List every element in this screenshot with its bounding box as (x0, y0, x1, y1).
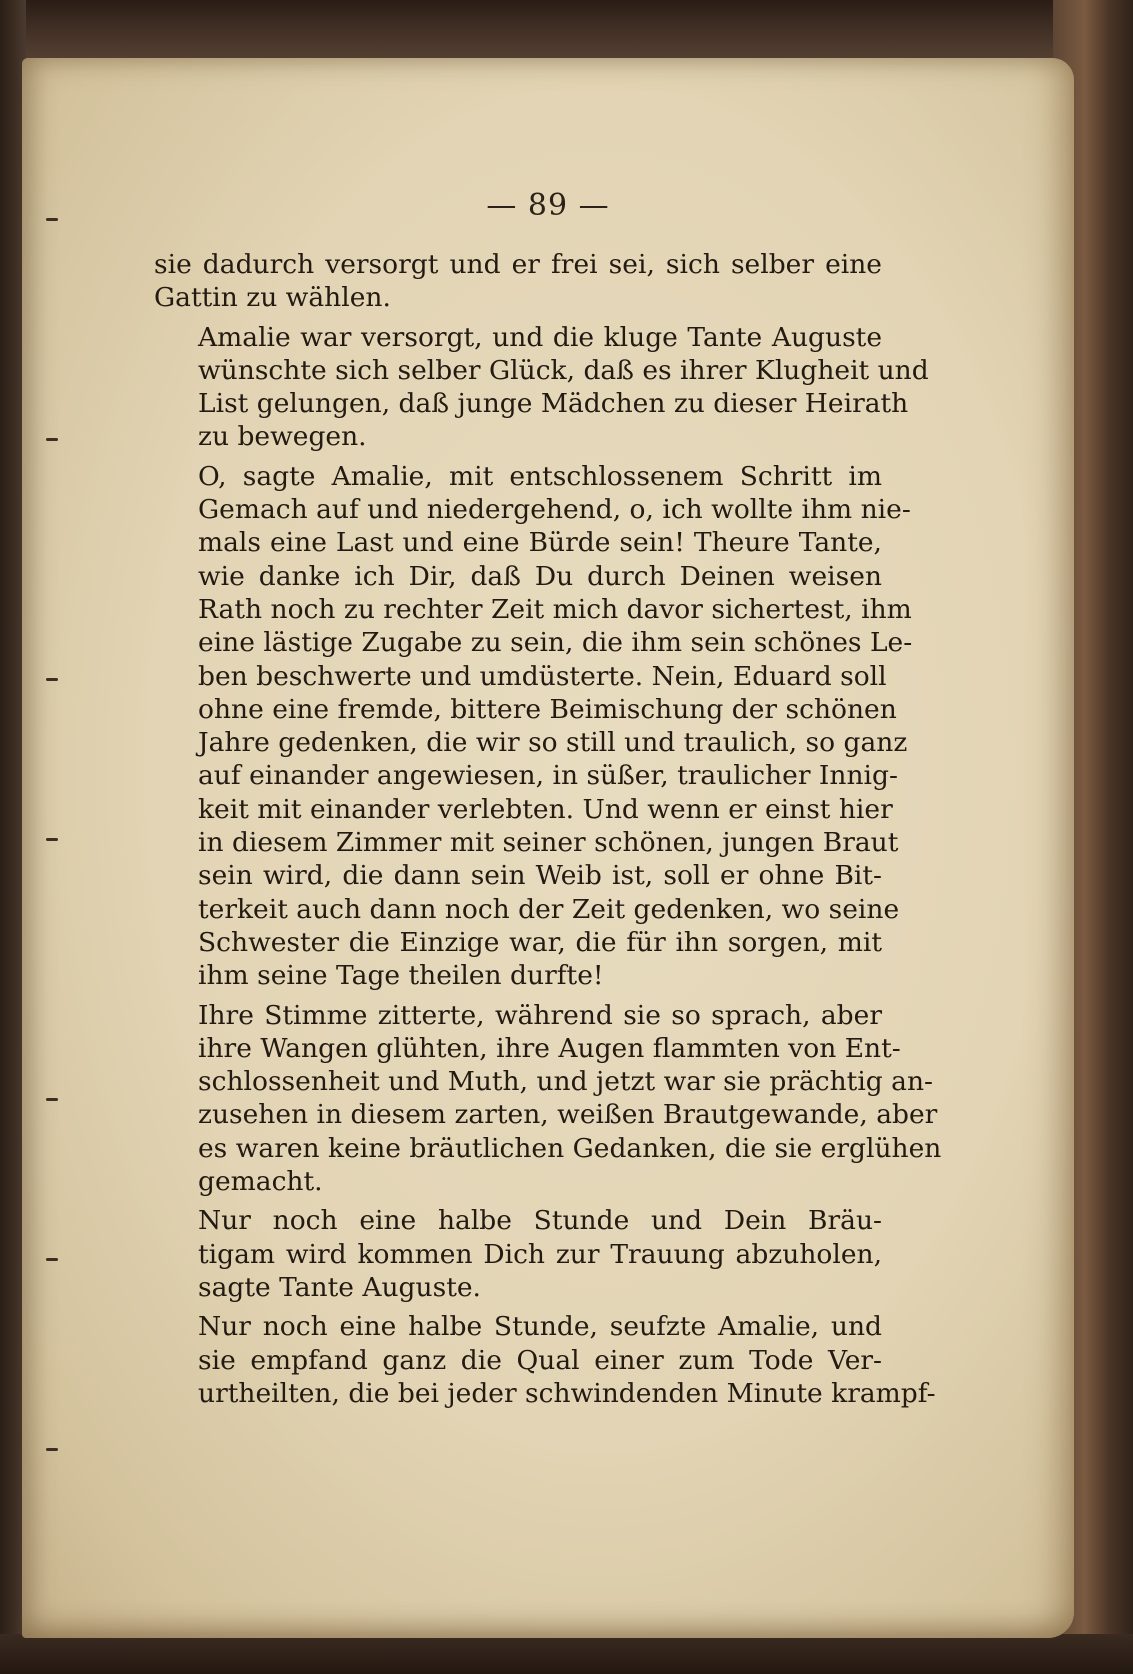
text-line: Ihre Stimme zitterte, während sie so sprach, aber (198, 999, 882, 1031)
text-line: eine lästige Zugabe zu sein, die ihm sein schönes Le- (198, 627, 913, 659)
paragraph (154, 999, 942, 1199)
text-line: Jahre gedenken, die wir so still und traulich, so ganz (198, 727, 908, 759)
text-line: ihm seine Tage theilen durfte! (198, 960, 604, 992)
text-line: wünschte sich selber Glück, daß es ihrer Klugheit und (198, 354, 929, 386)
book-binding-bottom (0, 1634, 1133, 1674)
text-line: ihre Wangen glühten, ihre Augen flammten von Ent- (198, 1032, 901, 1064)
text-line: gemacht. (198, 1166, 323, 1198)
paragraph (154, 248, 882, 315)
text-line: sein wird, die dann sein Weib ist, soll er ohne Bit- (198, 860, 882, 892)
text-line: keit mit einander verlebten. Und wenn er einst hier (198, 793, 893, 825)
text-line: mals eine Last und eine Bürde sein! Theure Tante, (198, 527, 882, 559)
text-line: terkeit auch dann noch der Zeit gedenken, wo seine (198, 893, 900, 925)
text-line: in diesem Zimmer mit seiner schönen, jungen Braut (198, 827, 899, 859)
text-line: O, sagte Amalie, mit entschlossenem Schritt im (198, 460, 882, 492)
text-line: Gemach auf und niedergehend, o, ich wollte ihm nie- (198, 494, 911, 526)
text-line: zu bewegen. (198, 421, 367, 453)
text-line: Nur noch eine halbe Stunde, seufzte Amalie, und (198, 1311, 882, 1343)
page-number: — 89 — (486, 188, 610, 223)
text-line: auf einander angewiesen, in süßer, traulicher Innig- (198, 760, 898, 792)
gutter-thread-marks (46, 218, 62, 1518)
text-line: ohne eine fremde, bittere Beimischung der schönen (198, 693, 897, 725)
body-text (154, 248, 942, 1416)
text-line: zusehen in diesem zarten, weißen Brautgewande, aber (198, 1099, 938, 1131)
paragraph (154, 460, 913, 993)
book-page (22, 58, 1074, 1638)
text-line: sie dadurch versorgt und er frei sei, sich selber eine (154, 249, 882, 280)
text-line: Rath noch zu rechter Zeit mich davor sichertest, ihm (198, 593, 912, 625)
text-line: wie danke ich Dir, daß Du durch Deinen weisen (198, 560, 882, 592)
text-line: Gattin zu wählen. (154, 282, 391, 314)
paragraph (154, 1310, 936, 1410)
text-line: Nur noch eine halbe Stunde und Dein Bräu- (198, 1205, 882, 1237)
text-line: sagte Tante Auguste. (198, 1271, 481, 1303)
paragraph (154, 1204, 882, 1304)
text-line: List gelungen, daß junge Mädchen zu dieser Heirath (198, 388, 909, 420)
text-line: Amalie war versorgt, und die kluge Tante Auguste (198, 321, 882, 353)
text-line: ben beschwerte und umdüsterte. Nein, Eduard soll (198, 660, 887, 692)
text-line: Schwester die Einzige war, die für ihn sorgen, mit (198, 926, 882, 958)
paragraph (154, 321, 929, 454)
text-line: sie empfand ganz die Qual einer zum Tode Ver- (198, 1344, 882, 1376)
text-line: tigam wird kommen Dich zur Trauung abzuholen, (198, 1238, 882, 1270)
text-line: es waren keine bräutlichen Gedanken, die sie erglühen (198, 1132, 942, 1164)
text-line: schlossenheit und Muth, und jetzt war sie prächtig an- (198, 1066, 933, 1098)
text-line: urtheilten, die bei jeder schwindenden Minute krampf- (198, 1377, 936, 1409)
